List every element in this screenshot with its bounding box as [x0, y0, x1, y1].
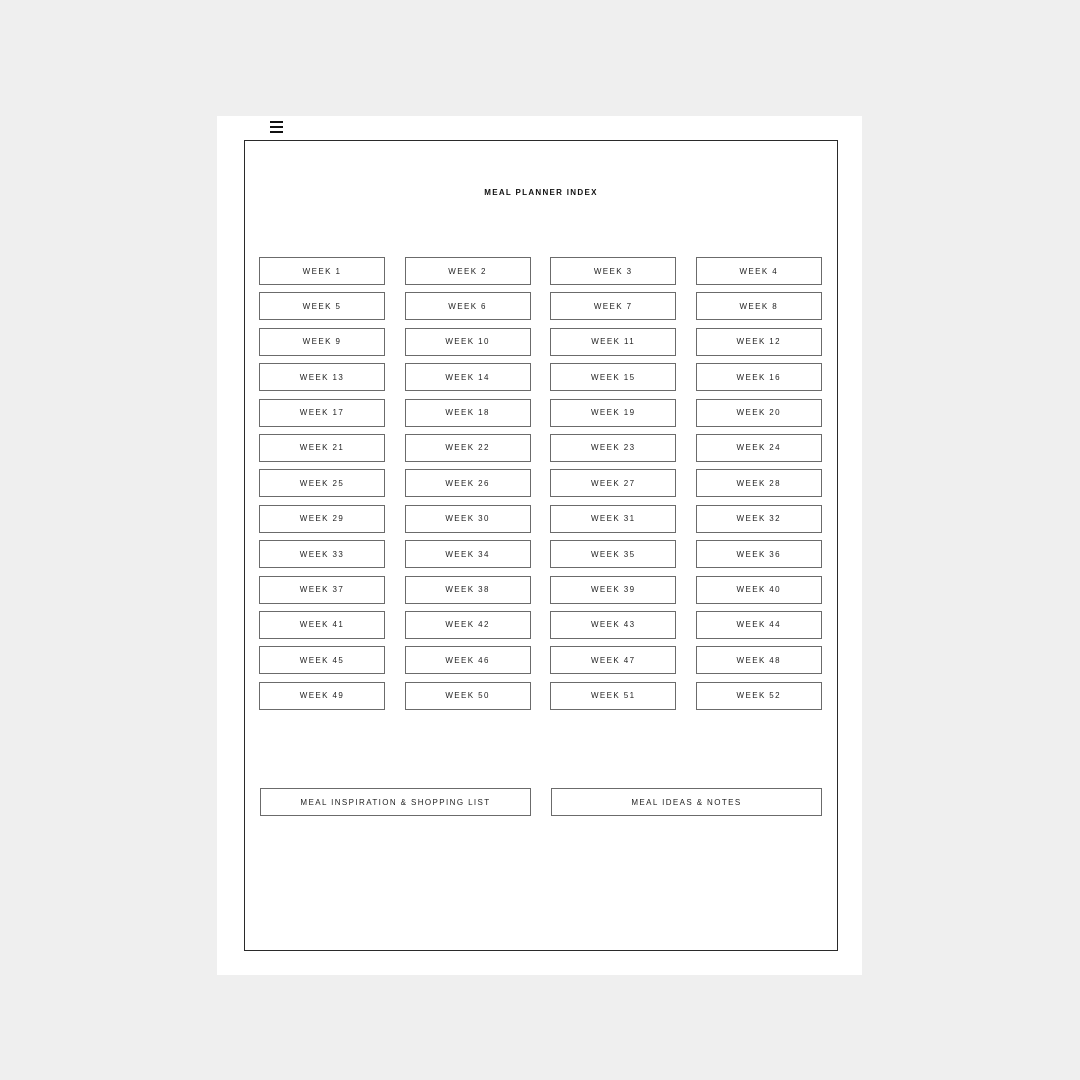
week-31-button[interactable]: WEEK 31	[550, 505, 676, 533]
week-35-button[interactable]: WEEK 35	[550, 540, 676, 568]
week-11-button[interactable]: WEEK 11	[550, 328, 676, 356]
bottom-links	[260, 788, 822, 816]
week-37-button[interactable]: WEEK 37	[259, 576, 385, 604]
week-26-button[interactable]: WEEK 26	[405, 469, 531, 497]
week-16-button[interactable]: WEEK 16	[696, 363, 822, 391]
week-42-button[interactable]: WEEK 42	[405, 611, 531, 639]
week-19-button[interactable]: WEEK 19	[550, 399, 676, 427]
hamburger-menu-icon[interactable]	[270, 121, 283, 133]
week-34-button[interactable]: WEEK 34	[405, 540, 531, 568]
week-1-button[interactable]: WEEK 1	[259, 257, 385, 285]
week-4-button[interactable]: WEEK 4	[696, 257, 822, 285]
week-2-button[interactable]: WEEK 2	[405, 257, 531, 285]
week-47-button[interactable]: WEEK 47	[550, 646, 676, 674]
week-3-button[interactable]: WEEK 3	[550, 257, 676, 285]
week-18-button[interactable]: WEEK 18	[405, 399, 531, 427]
week-23-button[interactable]: WEEK 23	[550, 434, 676, 462]
week-49-button[interactable]: WEEK 49	[259, 682, 385, 710]
week-10-button[interactable]: WEEK 10	[405, 328, 531, 356]
meal-ideas-notes-button[interactable]: MEAL IDEAS & NOTES	[551, 788, 822, 816]
week-29-button[interactable]: WEEK 29	[259, 505, 385, 533]
week-32-button[interactable]: WEEK 32	[696, 505, 822, 533]
week-36-button[interactable]: WEEK 36	[696, 540, 822, 568]
week-5-button[interactable]: WEEK 5	[259, 292, 385, 320]
week-52-button[interactable]: WEEK 52	[696, 682, 822, 710]
week-8-button[interactable]: WEEK 8	[696, 292, 822, 320]
week-27-button[interactable]: WEEK 27	[550, 469, 676, 497]
week-46-button[interactable]: WEEK 46	[405, 646, 531, 674]
week-12-button[interactable]: WEEK 12	[696, 328, 822, 356]
week-48-button[interactable]: WEEK 48	[696, 646, 822, 674]
week-45-button[interactable]: WEEK 45	[259, 646, 385, 674]
week-24-button[interactable]: WEEK 24	[696, 434, 822, 462]
page-title: MEAL PLANNER INDEX	[484, 188, 598, 197]
week-17-button[interactable]: WEEK 17	[259, 399, 385, 427]
meal-inspiration-shopping-list-button[interactable]: MEAL INSPIRATION & SHOPPING LIST	[260, 788, 531, 816]
week-index-grid	[259, 257, 822, 710]
week-6-button[interactable]: WEEK 6	[405, 292, 531, 320]
week-21-button[interactable]: WEEK 21	[259, 434, 385, 462]
week-40-button[interactable]: WEEK 40	[696, 576, 822, 604]
week-38-button[interactable]: WEEK 38	[405, 576, 531, 604]
week-20-button[interactable]: WEEK 20	[696, 399, 822, 427]
week-39-button[interactable]: WEEK 39	[550, 576, 676, 604]
week-51-button[interactable]: WEEK 51	[550, 682, 676, 710]
week-25-button[interactable]: WEEK 25	[259, 469, 385, 497]
week-13-button[interactable]: WEEK 13	[259, 363, 385, 391]
week-44-button[interactable]: WEEK 44	[696, 611, 822, 639]
week-14-button[interactable]: WEEK 14	[405, 363, 531, 391]
week-50-button[interactable]: WEEK 50	[405, 682, 531, 710]
week-43-button[interactable]: WEEK 43	[550, 611, 676, 639]
week-30-button[interactable]: WEEK 30	[405, 505, 531, 533]
week-22-button[interactable]: WEEK 22	[405, 434, 531, 462]
week-15-button[interactable]: WEEK 15	[550, 363, 676, 391]
week-7-button[interactable]: WEEK 7	[550, 292, 676, 320]
week-33-button[interactable]: WEEK 33	[259, 540, 385, 568]
week-28-button[interactable]: WEEK 28	[696, 469, 822, 497]
week-9-button[interactable]: WEEK 9	[259, 328, 385, 356]
week-41-button[interactable]: WEEK 41	[259, 611, 385, 639]
